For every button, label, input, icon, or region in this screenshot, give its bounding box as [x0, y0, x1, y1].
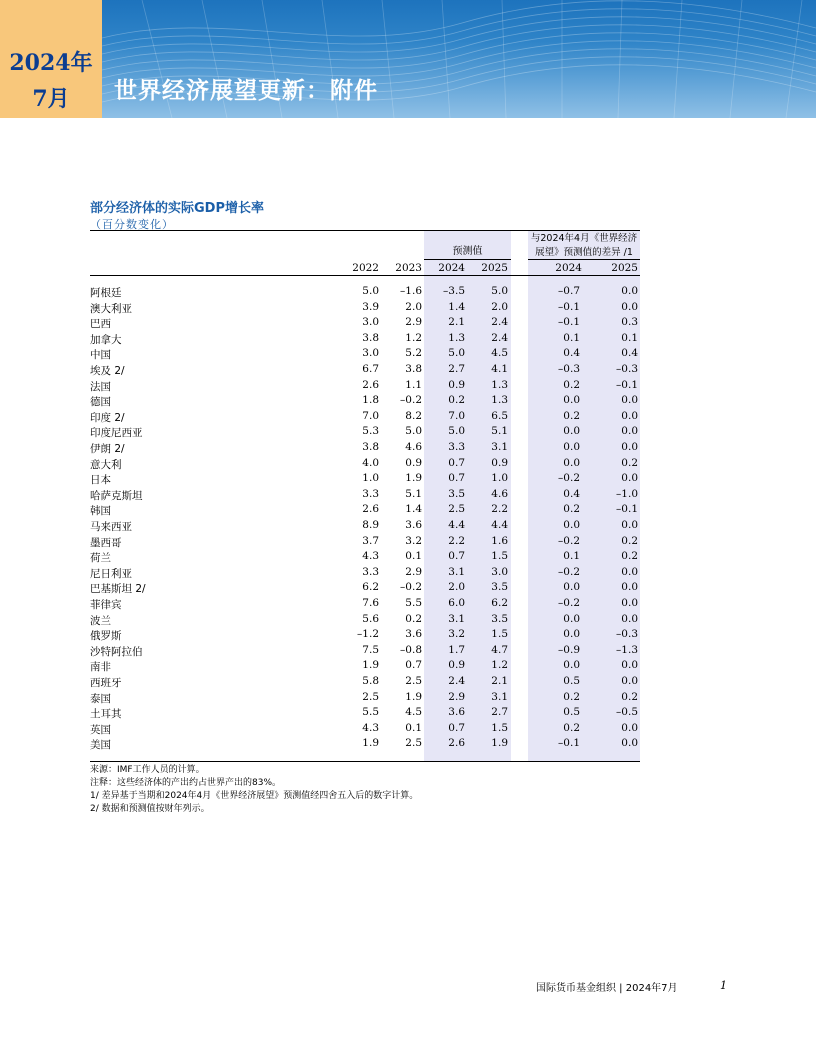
row-value-cell: 1.5	[491, 550, 508, 563]
table-row	[90, 425, 640, 441]
row-value-cell: 0.2	[621, 690, 638, 703]
row-value-cell: 0.0	[563, 628, 580, 641]
row-value-cell: 3.0	[491, 565, 508, 578]
row-value-cell: 0.0	[563, 441, 580, 453]
row-value-cell: 0.2	[563, 690, 580, 703]
row-value-cell: 0.0	[621, 597, 638, 609]
row-value-cell: 6.2	[362, 581, 379, 594]
table-row	[90, 519, 640, 535]
row-value-cell: 7.0	[448, 409, 465, 422]
row-value-cell: 0.2	[405, 612, 422, 625]
row-value-cell: 0.0	[563, 612, 580, 625]
row-value-cell: 0.2	[621, 456, 638, 469]
row-country-name: 日本	[90, 474, 111, 487]
row-value-cell: 0.5	[563, 675, 580, 687]
row-value-cell: –0.2	[558, 597, 580, 609]
page-title: 世界经济展望更新：附件	[114, 78, 378, 104]
table-row	[90, 535, 640, 551]
row-value-cell: 0.7	[448, 721, 465, 734]
row-value-cell: –0.2	[558, 565, 580, 578]
row-value-cell: 1.9	[405, 690, 422, 703]
table-header-rule	[90, 275, 640, 276]
row-value-cell: –0.1	[558, 737, 580, 750]
row-value-cell: 3.9	[362, 300, 379, 313]
row-value-cell: 0.0	[621, 300, 638, 313]
row-value-cell: 3.3	[362, 565, 379, 578]
row-value-cell: 0.5	[563, 706, 580, 719]
row-value-cell: 0.9	[405, 456, 422, 469]
row-value-cell: 0.4	[621, 347, 638, 360]
table-row	[90, 706, 640, 722]
row-country-name: 菲律宾	[90, 599, 122, 611]
row-value-cell: 3.5	[448, 487, 465, 500]
table-row	[90, 628, 640, 644]
row-value-cell: 1.0	[362, 472, 379, 485]
row-value-cell: –0.3	[558, 363, 580, 375]
row-value-cell: 0.2	[448, 394, 465, 407]
table-row	[90, 441, 640, 457]
row-value-cell: 6.2	[491, 597, 508, 609]
row-value-cell: 5.0	[405, 425, 422, 438]
table-row	[90, 332, 640, 348]
row-country-name: 哈萨克斯坦	[90, 489, 143, 502]
page-header	[0, 0, 816, 118]
row-value-cell: –0.7	[558, 285, 580, 297]
header-banner	[102, 0, 816, 118]
diff-header-line2: 展望》预测值的差异 /1	[535, 247, 633, 258]
row-value-cell: –0.1	[616, 378, 638, 391]
row-value-cell: 3.0	[362, 316, 379, 329]
row-value-cell: 3.7	[362, 534, 379, 547]
note-coverage: 注释：这些经济体的产出约占世界产出的83%。	[90, 778, 282, 788]
note-2: 2/ 数据和预测值按财年列示。	[90, 804, 210, 814]
row-value-cell: 1.0	[491, 472, 508, 485]
row-value-cell: 1.9	[491, 737, 508, 750]
row-value-cell: 0.9	[448, 378, 465, 391]
table-top-rule	[90, 230, 640, 231]
row-value-cell: 0.0	[621, 675, 638, 687]
row-country-name: 伊朗 2/	[90, 443, 125, 455]
row-value-cell: 0.3	[621, 316, 638, 329]
row-country-name: 埃及 2/	[90, 365, 125, 377]
forecast-header: 预测值	[452, 246, 483, 257]
table-row	[90, 301, 640, 317]
row-value-cell: 2.0	[491, 300, 508, 313]
table-row	[90, 566, 640, 582]
row-value-cell: 5.8	[362, 675, 379, 687]
table-row	[90, 691, 640, 707]
row-value-cell: 1.9	[405, 472, 422, 485]
row-value-cell: 1.1	[405, 378, 422, 391]
row-value-cell: 0.7	[448, 550, 465, 563]
row-value-cell: 5.6	[362, 612, 379, 625]
footer-text: 国际货币基金组织 | 2024年7月	[536, 983, 678, 994]
row-value-cell: 6.7	[362, 363, 379, 375]
table-row	[90, 550, 640, 566]
table-row	[90, 488, 640, 504]
row-value-cell: –3.5	[443, 285, 465, 297]
row-country-name: 中国	[90, 349, 111, 362]
col-header-2025-forecast: 2025	[481, 262, 508, 274]
row-value-cell: 0.4	[563, 347, 580, 360]
row-value-cell: –0.2	[400, 394, 422, 407]
row-value-cell: 0.2	[563, 721, 580, 734]
row-value-cell: 1.2	[491, 659, 508, 672]
table-row	[90, 737, 640, 753]
row-value-cell: 5.0	[448, 347, 465, 360]
row-value-cell: 5.5	[362, 706, 379, 719]
row-value-cell: 3.5	[491, 612, 508, 625]
row-value-cell: –0.2	[558, 534, 580, 547]
row-value-cell: 5.3	[362, 425, 379, 438]
row-value-cell: 0.1	[621, 331, 638, 344]
col-header-2024-diff: 2024	[555, 262, 582, 274]
row-value-cell: 8.9	[362, 519, 379, 531]
row-value-cell: 0.0	[621, 441, 638, 453]
row-value-cell: 0.7	[448, 472, 465, 485]
row-country-name: 泰国	[90, 692, 111, 705]
table-row	[90, 394, 640, 410]
row-value-cell: –0.5	[616, 706, 638, 719]
row-value-cell: 1.7	[448, 643, 465, 656]
row-value-cell: 2.9	[405, 316, 422, 329]
row-value-cell: 4.6	[405, 441, 422, 453]
row-value-cell: 8.2	[405, 409, 422, 422]
row-value-cell: –0.9	[558, 643, 580, 656]
row-value-cell: 5.1	[405, 487, 422, 500]
row-value-cell: 0.7	[448, 456, 465, 469]
row-value-cell: 0.0	[621, 519, 638, 531]
row-value-cell: –0.2	[400, 581, 422, 594]
row-value-cell: 0.9	[448, 659, 465, 672]
note-1: 1/ 差异基于当期和2024年4月《世界经济展望》预测值经四舍五入后的数字计算。	[90, 791, 419, 801]
row-value-cell: 2.1	[448, 316, 465, 329]
row-value-cell: 1.8	[362, 394, 379, 407]
row-country-name: 墨西哥	[90, 536, 122, 549]
row-value-cell: 0.9	[491, 456, 508, 469]
table-row	[90, 410, 640, 426]
row-value-cell: 4.5	[491, 347, 508, 360]
page-number: 1	[720, 979, 727, 992]
row-value-cell: 5.0	[491, 285, 508, 297]
row-value-cell: 1.3	[448, 331, 465, 344]
row-value-cell: 3.8	[362, 441, 379, 453]
table-row	[90, 597, 640, 613]
note-source: 来源：IMF工作人员的计算。	[90, 765, 205, 775]
table-row	[90, 722, 640, 738]
diff-header-line1: 与2024年4月《世界经济	[530, 233, 638, 244]
row-value-cell: 4.0	[362, 456, 379, 469]
table-row	[90, 379, 640, 395]
row-value-cell: 2.5	[362, 690, 379, 703]
row-value-cell: 0.0	[621, 425, 638, 438]
table-row	[90, 285, 640, 301]
col-header-2023: 2023	[395, 262, 422, 274]
row-country-name: 英国	[90, 723, 111, 736]
row-value-cell: 0.0	[621, 581, 638, 594]
row-value-cell: 2.5	[405, 675, 422, 687]
row-value-cell: 3.6	[405, 519, 422, 531]
row-value-cell: –1.6	[400, 285, 422, 297]
row-value-cell: 0.0	[621, 737, 638, 750]
row-value-cell: 3.5	[491, 581, 508, 594]
table-row	[90, 675, 640, 691]
row-value-cell: 0.1	[405, 550, 422, 563]
row-value-cell: 0.0	[563, 456, 580, 469]
row-value-cell: 3.1	[491, 441, 508, 453]
row-value-cell: 3.2	[405, 534, 422, 547]
row-value-cell: –0.3	[616, 363, 638, 375]
row-value-cell: 5.5	[405, 597, 422, 609]
row-value-cell: 0.0	[621, 612, 638, 625]
row-value-cell: 1.2	[405, 331, 422, 344]
row-value-cell: 1.4	[448, 300, 465, 313]
row-value-cell: 2.2	[448, 534, 465, 547]
row-country-name: 马来西亚	[90, 521, 132, 533]
row-value-cell: 4.5	[405, 706, 422, 719]
row-value-cell: 5.2	[405, 347, 422, 360]
row-value-cell: 2.6	[448, 737, 465, 750]
table-row	[90, 363, 640, 379]
row-value-cell: –1.3	[616, 643, 638, 656]
table-row	[90, 644, 640, 660]
row-value-cell: 0.0	[621, 565, 638, 578]
row-country-name: 俄罗斯	[90, 630, 122, 643]
row-country-name: 美国	[90, 739, 111, 752]
row-value-cell: 4.4	[491, 519, 508, 531]
row-value-cell: 4.6	[491, 487, 508, 500]
forecast-subrule	[424, 259, 511, 260]
row-country-name: 波兰	[90, 614, 111, 627]
row-value-cell: –0.8	[400, 643, 422, 656]
row-value-cell: 0.1	[563, 550, 580, 563]
row-value-cell: 2.2	[491, 503, 508, 516]
table-row	[90, 347, 640, 363]
row-country-name: 印度 2/	[90, 411, 125, 424]
row-value-cell: –1.2	[357, 628, 379, 641]
table-notes	[90, 764, 418, 816]
row-value-cell: 3.8	[405, 363, 422, 375]
diff-header	[528, 232, 640, 260]
row-country-name: 荷兰	[90, 552, 111, 565]
row-value-cell: –0.3	[616, 628, 638, 641]
row-value-cell: 0.0	[621, 409, 638, 422]
row-country-name: 印度尼西亚	[90, 427, 143, 440]
row-value-cell: 2.6	[362, 378, 379, 391]
row-value-cell: 1.9	[362, 659, 379, 672]
row-value-cell: 2.4	[491, 316, 508, 329]
col-header-2025-diff: 2025	[611, 262, 638, 274]
row-value-cell: –0.1	[558, 316, 580, 329]
row-value-cell: –0.1	[558, 300, 580, 313]
row-value-cell: 2.5	[405, 737, 422, 750]
row-value-cell: 1.9	[362, 737, 379, 750]
row-value-cell: 4.4	[448, 519, 465, 531]
row-value-cell: 4.1	[491, 363, 508, 375]
row-country-name: 沙特阿拉伯	[90, 645, 143, 658]
row-value-cell: 0.1	[405, 721, 422, 734]
row-value-cell: 7.0	[362, 409, 379, 422]
row-value-cell: 2.9	[405, 565, 422, 578]
row-value-cell: 0.0	[621, 721, 638, 734]
row-value-cell: 3.3	[362, 487, 379, 500]
row-country-name: 巴西	[90, 318, 111, 331]
row-value-cell: 2.1	[491, 675, 508, 687]
row-value-cell: 0.2	[621, 534, 638, 547]
table-row	[90, 659, 640, 675]
row-value-cell: 0.2	[563, 409, 580, 422]
row-value-cell: 3.3	[448, 441, 465, 453]
row-value-cell: 2.0	[405, 300, 422, 313]
row-value-cell: 3.0	[362, 347, 379, 360]
row-country-name: 澳大利亚	[90, 302, 132, 315]
row-value-cell: 2.7	[448, 363, 465, 375]
row-value-cell: 2.4	[491, 331, 508, 344]
table-row	[90, 472, 640, 488]
row-value-cell: 0.0	[563, 394, 580, 407]
table-row	[90, 613, 640, 629]
row-value-cell: –1.0	[616, 487, 638, 500]
row-value-cell: 1.6	[491, 534, 508, 547]
row-value-cell: 3.6	[405, 628, 422, 641]
row-value-cell: 3.1	[448, 612, 465, 625]
row-value-cell: 2.4	[448, 675, 465, 687]
date-box	[0, 0, 102, 118]
table-title: 部分经济体的实际GDP增长率	[90, 201, 264, 216]
row-value-cell: 0.0	[621, 472, 638, 485]
row-value-cell: 0.1	[563, 331, 580, 344]
row-value-cell: 0.2	[621, 550, 638, 563]
row-value-cell: 5.1	[491, 425, 508, 438]
row-value-cell: –0.1	[616, 503, 638, 516]
table-row	[90, 457, 640, 473]
row-value-cell: 4.3	[362, 721, 379, 734]
row-value-cell: 0.2	[563, 378, 580, 391]
row-value-cell: 2.0	[448, 581, 465, 594]
row-value-cell: –0.2	[558, 472, 580, 485]
row-value-cell: 1.3	[491, 394, 508, 407]
row-country-name: 土耳其	[90, 708, 122, 721]
row-value-cell: 0.0	[563, 425, 580, 438]
row-value-cell: 0.7	[405, 659, 422, 672]
row-country-name: 意大利	[90, 458, 122, 471]
row-country-name: 法国	[90, 380, 111, 393]
row-value-cell: 0.0	[621, 285, 638, 297]
row-value-cell: 5.0	[362, 285, 379, 297]
header-month: 7月	[32, 86, 70, 112]
row-country-name: 德国	[90, 396, 111, 409]
col-header-2022: 2022	[352, 262, 379, 274]
table-subtitle: （百分数变化）	[90, 218, 174, 231]
row-value-cell: 6.0	[448, 597, 465, 609]
row-value-cell: 2.7	[491, 706, 508, 719]
row-value-cell: 4.7	[491, 643, 508, 656]
header-year: 2024年	[9, 50, 93, 76]
row-value-cell: 2.5	[448, 503, 465, 516]
row-value-cell: 3.2	[448, 628, 465, 641]
row-country-name: 巴基斯坦 2/	[90, 583, 146, 596]
row-value-cell: 6.5	[491, 409, 508, 422]
row-country-name: 阿根廷	[90, 287, 122, 299]
row-country-name: 韩国	[90, 505, 111, 518]
row-value-cell: 2.9	[448, 690, 465, 703]
row-value-cell: 1.3	[491, 378, 508, 391]
row-value-cell: 0.0	[621, 659, 638, 672]
row-value-cell: 0.0	[563, 519, 580, 531]
table-row	[90, 316, 640, 332]
row-value-cell: 0.4	[563, 487, 580, 500]
row-value-cell: 5.0	[448, 425, 465, 438]
row-value-cell: 0.2	[563, 503, 580, 516]
row-value-cell: 1.4	[405, 503, 422, 516]
row-value-cell: 0.0	[563, 659, 580, 672]
row-country-name: 西班牙	[90, 677, 122, 689]
table-bottom-rule	[90, 761, 640, 762]
table-row	[90, 581, 640, 597]
row-value-cell: 0.0	[563, 581, 580, 594]
row-country-name: 南非	[90, 661, 111, 674]
col-header-2024-forecast: 2024	[438, 262, 465, 274]
table-row	[90, 503, 640, 519]
row-value-cell: 3.8	[362, 331, 379, 344]
row-value-cell: 0.0	[621, 394, 638, 407]
row-value-cell: 7.6	[362, 597, 379, 609]
row-value-cell: 1.5	[491, 628, 508, 641]
row-value-cell: 3.6	[448, 706, 465, 719]
row-value-cell: 3.1	[448, 565, 465, 578]
row-value-cell: 1.5	[491, 721, 508, 734]
row-value-cell: 3.1	[491, 690, 508, 703]
row-country-name: 尼日利亚	[90, 567, 132, 580]
row-value-cell: 2.6	[362, 503, 379, 516]
row-country-name: 加拿大	[90, 333, 122, 346]
row-value-cell: 4.3	[362, 550, 379, 563]
row-value-cell: 7.5	[362, 643, 379, 656]
